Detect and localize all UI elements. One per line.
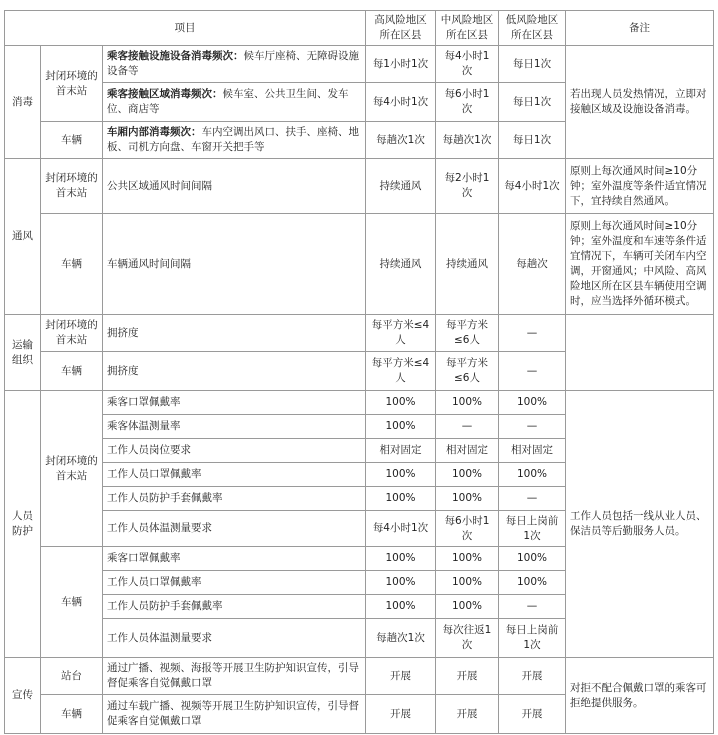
high-risk-value: 相对固定 xyxy=(366,439,436,463)
item-text: 工作人员口罩佩戴率 xyxy=(107,468,202,480)
item-cell xyxy=(103,214,366,315)
mid-risk-value: 每4小时1次 xyxy=(436,46,499,83)
item-cell xyxy=(103,595,366,619)
low-risk-value: 相对固定 xyxy=(499,439,566,463)
item-text: 车辆通风时间间隔 xyxy=(107,257,191,270)
high-risk-value: 100% xyxy=(366,463,436,487)
low-risk-value: 开展 xyxy=(499,695,566,734)
table-row xyxy=(5,46,714,83)
item-text: 工作人员体温测量要求 xyxy=(107,631,212,644)
item-text: 工作人员体温测量要求 xyxy=(107,522,212,534)
item-cell xyxy=(103,159,366,214)
category-cell: 人员防护 xyxy=(5,391,41,658)
item-text: 拥挤度 xyxy=(107,364,139,377)
header-remark: 备注 xyxy=(566,11,714,46)
item-cell xyxy=(103,83,366,122)
mid-risk-value: 100% xyxy=(436,463,499,487)
table-row xyxy=(5,658,714,695)
group-cell: 封闭环境的首末站 xyxy=(41,391,103,547)
header-high-risk: 高风险地区所在区县 xyxy=(366,11,436,46)
group-cell: 车辆 xyxy=(41,695,103,734)
item-text: 通过车载广播、视频等开展卫生防护知识宣传，引导督促乘客自觉佩戴口罩 xyxy=(107,700,359,727)
high-risk-value: 持续通风 xyxy=(366,214,436,315)
item-text: 候车室、公共卫生间、发车位、商店等 xyxy=(107,88,349,115)
mid-risk-value: 每平方米≤6人 xyxy=(436,315,499,352)
item-cell xyxy=(103,695,366,734)
item-cell xyxy=(103,487,366,511)
low-risk-value: 100% xyxy=(499,463,566,487)
low-risk-value: — xyxy=(499,352,566,391)
group-cell: 车辆 xyxy=(41,122,103,159)
mid-risk-value: 100% xyxy=(436,487,499,511)
low-risk-value: 100% xyxy=(499,547,566,571)
mid-risk-value: — xyxy=(436,415,499,439)
item-cell xyxy=(103,439,366,463)
high-risk-value: 每趟次1次 xyxy=(366,122,436,159)
high-risk-value: 开展 xyxy=(366,695,436,734)
high-risk-value: 持续通风 xyxy=(366,159,436,214)
item-text: 候车厅座椅、无障碍设施设备等 xyxy=(107,50,359,77)
high-risk-value: 每趟次1次 xyxy=(366,619,436,658)
mid-risk-value: 每6小时1次 xyxy=(436,511,499,547)
group-cell: 车辆 xyxy=(41,214,103,315)
item-text: 公共区域通风时间间隔 xyxy=(107,179,212,192)
item-cell xyxy=(103,571,366,595)
item-cell xyxy=(103,46,366,83)
item-title: 车厢内部消毒频次： xyxy=(107,126,202,138)
high-risk-value: 100% xyxy=(366,487,436,511)
group-cell: 站台 xyxy=(41,658,103,695)
item-text: 乘客口罩佩戴率 xyxy=(107,396,181,408)
high-risk-value: 100% xyxy=(366,595,436,619)
low-risk-value: 每趟次 xyxy=(499,214,566,315)
epidemic-prevention-table xyxy=(4,10,714,734)
item-cell xyxy=(103,352,366,391)
item-cell xyxy=(103,619,366,658)
mid-risk-value: 开展 xyxy=(436,658,499,695)
remark-cell xyxy=(566,315,714,391)
low-risk-value: 每4小时1次 xyxy=(499,159,566,214)
remark-cell: 对拒不配合佩戴口罩的乘客可拒绝提供服务。 xyxy=(566,658,714,734)
header-mid-risk: 中风险地区所在区县 xyxy=(436,11,499,46)
mid-risk-value: 开展 xyxy=(436,695,499,734)
table-row xyxy=(5,214,714,315)
item-text: 通过广播、视频、海报等开展卫生防护知识宣传，引导督促乘客自觉佩戴口罩 xyxy=(107,662,359,689)
mid-risk-value: 每趟次1次 xyxy=(436,122,499,159)
item-title: 乘客接触区域消毒频次： xyxy=(107,88,223,100)
item-cell xyxy=(103,658,366,695)
remark-cell: 若出现人员发热情况，立即对接触区域及设施设备消毒。 xyxy=(566,46,714,159)
high-risk-value: 100% xyxy=(366,415,436,439)
group-cell: 封闭环境的首末站 xyxy=(41,159,103,214)
high-risk-value: 每平方米≤4人 xyxy=(366,315,436,352)
item-cell xyxy=(103,391,366,415)
mid-risk-value: 每平方米≤6人 xyxy=(436,352,499,391)
group-cell: 车辆 xyxy=(41,352,103,391)
mid-risk-value: 相对固定 xyxy=(436,439,499,463)
remark-cell: 原则上每次通风时间≥10分钟；室外温度和车速等条件适宜情况下，车辆可关闭车内空调，开窗通风；中风险、高风险地区所在区县车辆使用空调时，应当选择外循环模式。 xyxy=(566,214,714,315)
item-text: 工作人员防护手套佩戴率 xyxy=(107,492,223,504)
mid-risk-value: 100% xyxy=(436,571,499,595)
high-risk-value: 每4小时1次 xyxy=(366,83,436,122)
low-risk-value: 每日1次 xyxy=(499,83,566,122)
category-cell: 消毒 xyxy=(5,46,41,159)
high-risk-value: 100% xyxy=(366,391,436,415)
low-risk-value: 100% xyxy=(499,571,566,595)
group-cell: 封闭环境的首末站 xyxy=(41,315,103,352)
table-row xyxy=(5,391,714,415)
item-cell xyxy=(103,547,366,571)
low-risk-value: — xyxy=(499,415,566,439)
mid-risk-value: 每2小时1次 xyxy=(436,159,499,214)
header-item: 项目 xyxy=(5,11,366,46)
high-risk-value: 每1小时1次 xyxy=(366,46,436,83)
low-risk-value: — xyxy=(499,315,566,352)
mid-risk-value: 100% xyxy=(436,391,499,415)
remark-cell: 工作人员包括一线从业人员、保洁员等后勤服务人员。 xyxy=(566,391,714,658)
item-text: 工作人员口罩佩戴率 xyxy=(107,576,202,588)
group-cell: 封闭环境的首末站 xyxy=(41,46,103,122)
mid-risk-value: 100% xyxy=(436,547,499,571)
low-risk-value: 每日上岗前1次 xyxy=(499,511,566,547)
low-risk-value: 每日1次 xyxy=(499,122,566,159)
low-risk-value: 每日1次 xyxy=(499,46,566,83)
mid-risk-value: 每6小时1次 xyxy=(436,83,499,122)
mid-risk-value: 每次往返1次 xyxy=(436,619,499,658)
item-text: 车内空调出风口、扶手、座椅、地板、司机方向盘、车窗开关把手等 xyxy=(107,126,359,153)
category-cell: 通风 xyxy=(5,159,41,315)
high-risk-value: 100% xyxy=(366,571,436,595)
mid-risk-value: 100% xyxy=(436,595,499,619)
item-title: 乘客接触设施设备消毒频次： xyxy=(107,50,244,62)
low-risk-value: 100% xyxy=(499,391,566,415)
item-text: 乘客口罩佩戴率 xyxy=(107,552,181,564)
group-cell: 车辆 xyxy=(41,547,103,658)
table-row xyxy=(5,315,714,352)
high-risk-value: 开展 xyxy=(366,658,436,695)
mid-risk-value: 持续通风 xyxy=(436,214,499,315)
table-row xyxy=(5,159,714,214)
low-risk-value: — xyxy=(499,487,566,511)
item-text: 乘客体温测量率 xyxy=(107,420,181,432)
low-risk-value: 开展 xyxy=(499,658,566,695)
high-risk-value: 每4小时1次 xyxy=(366,511,436,547)
high-risk-value: 100% xyxy=(366,547,436,571)
item-cell xyxy=(103,463,366,487)
category-cell: 运输组织 xyxy=(5,315,41,391)
item-cell xyxy=(103,415,366,439)
item-text: 工作人员防护手套佩戴率 xyxy=(107,600,223,612)
item-cell xyxy=(103,511,366,547)
item-cell xyxy=(103,315,366,352)
header-row xyxy=(5,11,714,46)
low-risk-value: 每日上岗前1次 xyxy=(499,619,566,658)
item-cell xyxy=(103,122,366,159)
remark-cell: 原则上每次通风时间≥10分钟；室外温度等条件适宜情况下，宜持续自然通风。 xyxy=(566,159,714,214)
low-risk-value: — xyxy=(499,595,566,619)
item-text: 拥挤度 xyxy=(107,326,139,339)
category-cell: 宣传 xyxy=(5,658,41,734)
header-low-risk: 低风险地区所在区县 xyxy=(499,11,566,46)
high-risk-value: 每平方米≤4人 xyxy=(366,352,436,391)
item-text: 工作人员岗位要求 xyxy=(107,444,191,456)
